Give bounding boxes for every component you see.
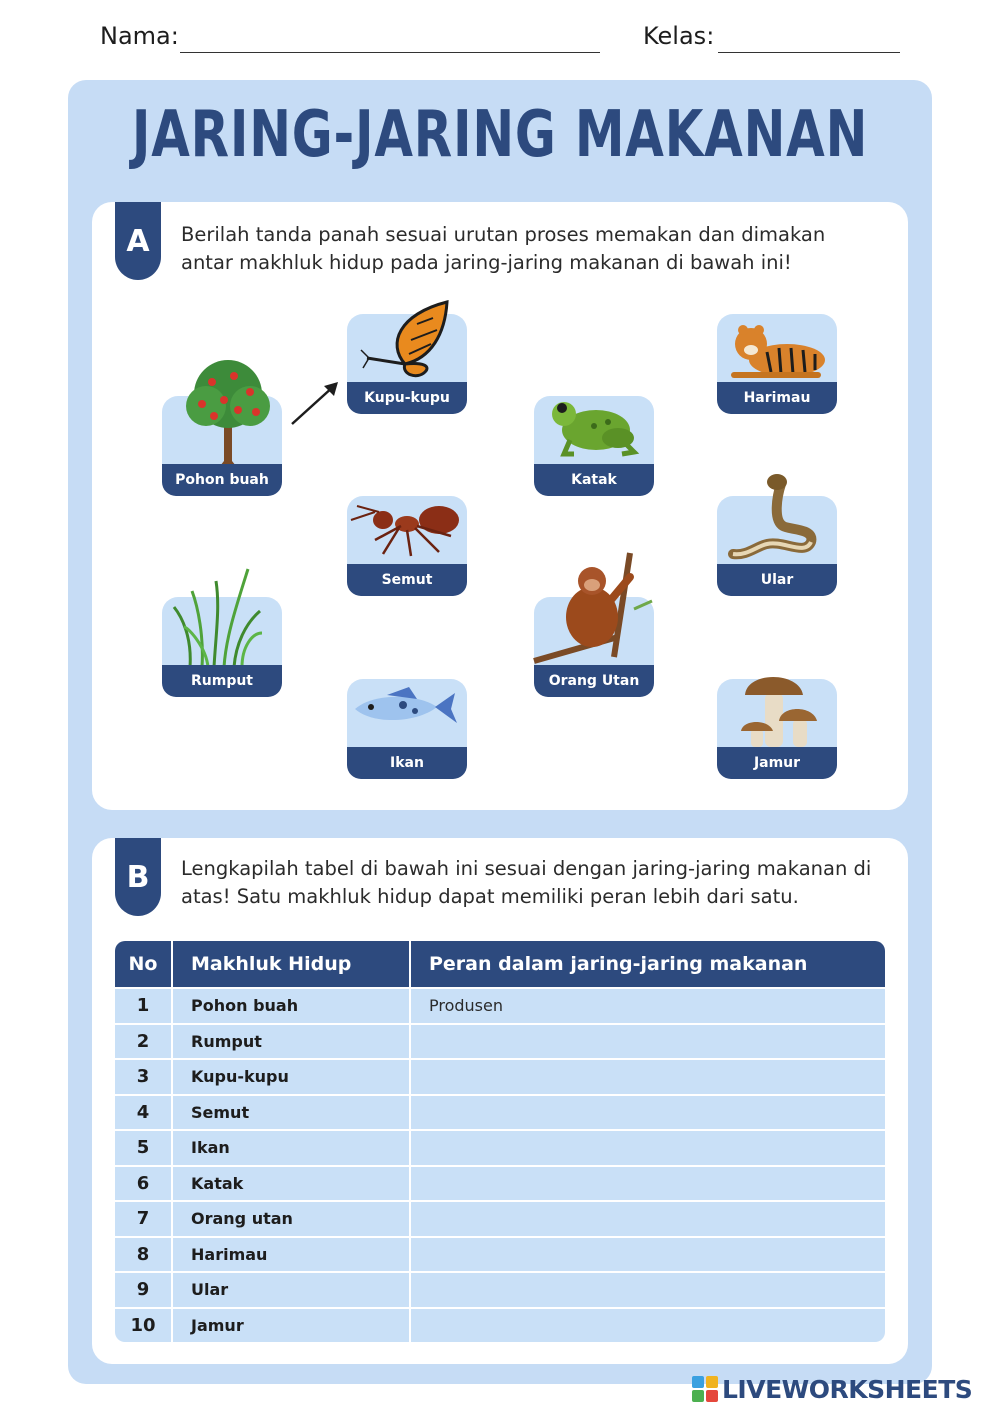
row-number: 4 [115,1094,171,1130]
name-label: Nama: [100,22,179,50]
roles-table [115,941,885,1342]
organism-label: Ular [717,564,837,596]
tiger-icon [717,314,837,384]
table-row [115,1165,885,1201]
table-row [115,987,885,1023]
organism-card-ikan[interactable] [347,679,467,779]
table-row [115,1094,885,1130]
organism-card-katak[interactable] [534,396,654,496]
organism-card-harimau[interactable] [717,314,837,414]
brand-name: LIVEWORKSHEETS [722,1374,973,1404]
organism-label: Katak [534,464,654,496]
table-header-row [115,941,885,987]
grass-icon [162,597,282,667]
role-answer-field[interactable] [409,1236,885,1272]
role-answer-field[interactable] [409,1271,885,1307]
row-organism: Kupu-kupu [171,1058,409,1094]
row-number: 5 [115,1129,171,1165]
table-row [115,1023,885,1059]
liveworksheets-brand[interactable] [692,1374,972,1404]
table-row [115,1129,885,1165]
section-a-tag: A [115,202,161,280]
organism-label: Rumput [162,665,282,697]
role-answer-field[interactable] [409,1307,885,1343]
organism-card-kupu-kupu[interactable] [347,314,467,414]
row-number: 6 [115,1165,171,1201]
organism-card-semut[interactable] [347,496,467,596]
table-row [115,1058,885,1094]
organism-label: Harimau [717,382,837,414]
organism-card-rumput[interactable] [162,597,282,697]
role-answer-field[interactable] [409,1129,885,1165]
snake-icon [717,496,837,566]
role-answer-field[interactable]: Produsen [409,987,885,1023]
role-answer-field[interactable] [409,1165,885,1201]
row-organism: Orang utan [171,1200,409,1236]
name-input-line[interactable] [180,52,600,53]
row-number: 3 [115,1058,171,1094]
column-header-organism: Makhluk Hidup [171,941,409,987]
section-b-instruction: Lengkapilah tabel di bawah ini sesuai dengan jaring-jaring makanan di atas! Satu makhluk hidup dapat memiliki peran lebih dari satu. [181,857,872,908]
row-organism: Ular [171,1271,409,1307]
organism-label: Orang Utan [534,665,654,697]
row-number: 2 [115,1023,171,1059]
example-arrow-icon [288,378,344,428]
role-answer-field[interactable] [409,1200,885,1236]
mushroom-icon [717,679,837,749]
organism-card-orang-utan[interactable] [534,597,654,697]
row-number: 8 [115,1236,171,1272]
role-answer-field[interactable] [409,1094,885,1130]
section-b-tag: B [115,838,161,916]
organism-label: Ikan [347,747,467,779]
column-header-role: Peran dalam jaring-jaring makanan [409,941,885,987]
organism-card-ular[interactable] [717,496,837,596]
orangutan-icon [534,597,654,667]
row-number: 1 [115,987,171,1023]
organism-label: Pohon buah [162,464,282,496]
ant-icon [347,496,467,566]
organism-label: Jamur [717,747,837,779]
liveworksheets-logo-icon [692,1376,718,1402]
table-row [115,1307,885,1343]
row-number: 7 [115,1200,171,1236]
column-header-no: No [115,941,171,987]
table-row [115,1271,885,1307]
page-title: JARING-JARING MAKANAN [131,98,869,172]
row-organism: Ikan [171,1129,409,1165]
organism-label: Kupu-kupu [347,382,467,414]
row-number: 10 [115,1307,171,1343]
row-organism: Katak [171,1165,409,1201]
table-row [115,1236,885,1272]
frog-icon [534,396,654,466]
row-organism: Pohon buah [171,987,409,1023]
role-answer-field[interactable] [409,1058,885,1094]
role-answer-field[interactable] [409,1023,885,1059]
row-number: 9 [115,1271,171,1307]
row-organism: Rumput [171,1023,409,1059]
fish-icon [347,679,467,749]
organism-card-pohon-buah[interactable] [162,396,282,496]
row-organism: Harimau [171,1236,409,1272]
section-a-instruction: Berilah tanda panah sesuai urutan proses memakan dan dimakan antar makhluk hidup pada jaring-jaring makanan di bawah ini! [181,223,826,274]
row-organism: Jamur [171,1307,409,1343]
butterfly-icon [347,314,467,384]
class-input-line[interactable] [718,52,900,53]
row-organism: Semut [171,1094,409,1130]
table-row [115,1200,885,1236]
organism-card-jamur[interactable] [717,679,837,779]
class-label: Kelas: [643,22,715,50]
organism-label: Semut [347,564,467,596]
